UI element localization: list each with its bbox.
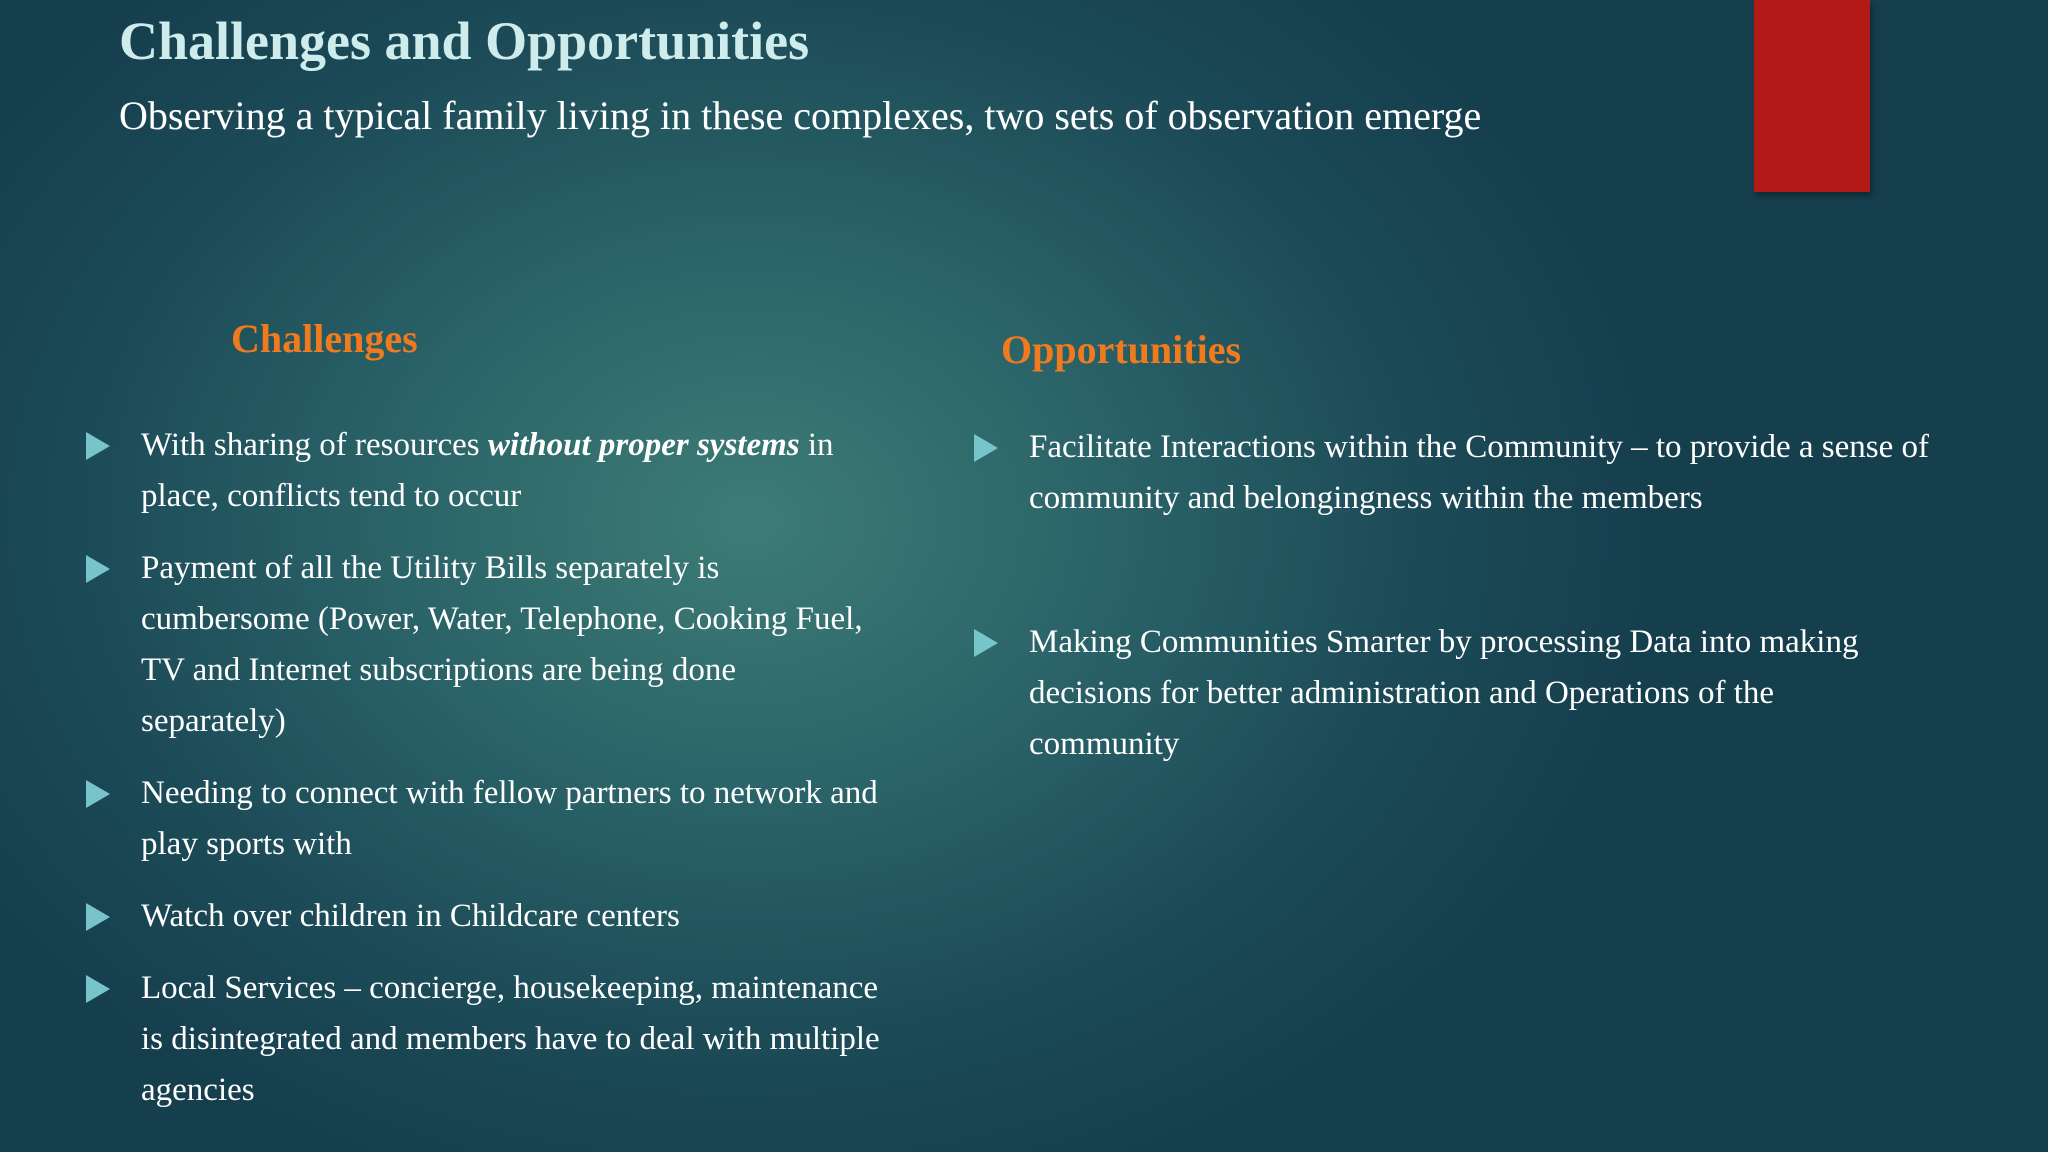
- challenge-text: Payment of all the Utility Bills separately is cumbersome (Power, Water, Telephone, Cooking Fuel, TV and Internet subscriptions are being done separately): [141, 550, 863, 739]
- challenge-item: [84, 768, 884, 870]
- challenge-item: [84, 543, 884, 747]
- triangle-right-icon: [86, 432, 110, 460]
- triangle-right-icon: [86, 555, 110, 583]
- triangle-right-icon: [974, 434, 998, 462]
- challenge-item: [84, 963, 884, 1116]
- triangle-right-icon: [86, 780, 110, 808]
- challenge-text: Local Services – concierge, housekeeping, maintenance is disintegrated and members have to deal with multiple agencies: [141, 970, 880, 1108]
- opportunity-item: [972, 617, 1932, 770]
- challenge-text-before: With sharing of resources: [141, 427, 488, 463]
- challenge-item: [84, 891, 884, 942]
- slide-title: Challenges and Opportunities: [119, 11, 810, 71]
- challenge-text: Watch over children in Childcare centers: [141, 898, 680, 934]
- triangle-right-icon: [86, 903, 110, 931]
- challenge-emphasis: without proper systems: [487, 427, 800, 463]
- challenge-item: [84, 420, 884, 522]
- opportunity-text: Making Communities Smarter by processing Data into making decisions for better administration and Operations of the community: [1029, 624, 1859, 762]
- challenge-text-after: in place, conflicts tend to occur: [141, 427, 834, 514]
- challenges-heading: Challenges: [231, 316, 418, 361]
- opportunities-heading: Opportunities: [1001, 327, 1242, 372]
- triangle-right-icon: [974, 629, 998, 657]
- opportunity-item: [972, 422, 1932, 524]
- challenge-text: Needing to connect with fellow partners to network and play sports with: [141, 775, 878, 862]
- challenges-list: [84, 420, 884, 1137]
- accent-bar: [1754, 0, 1870, 192]
- opportunity-text: Facilitate Interactions within the Community – to provide a sense of community and belongingness within the members: [1029, 429, 1929, 516]
- triangle-right-icon: [86, 975, 110, 1003]
- slide-subtitle: Observing a typical family living in these complexes, two sets of observation emerge: [119, 93, 1482, 138]
- opportunities-list: [972, 422, 1932, 770]
